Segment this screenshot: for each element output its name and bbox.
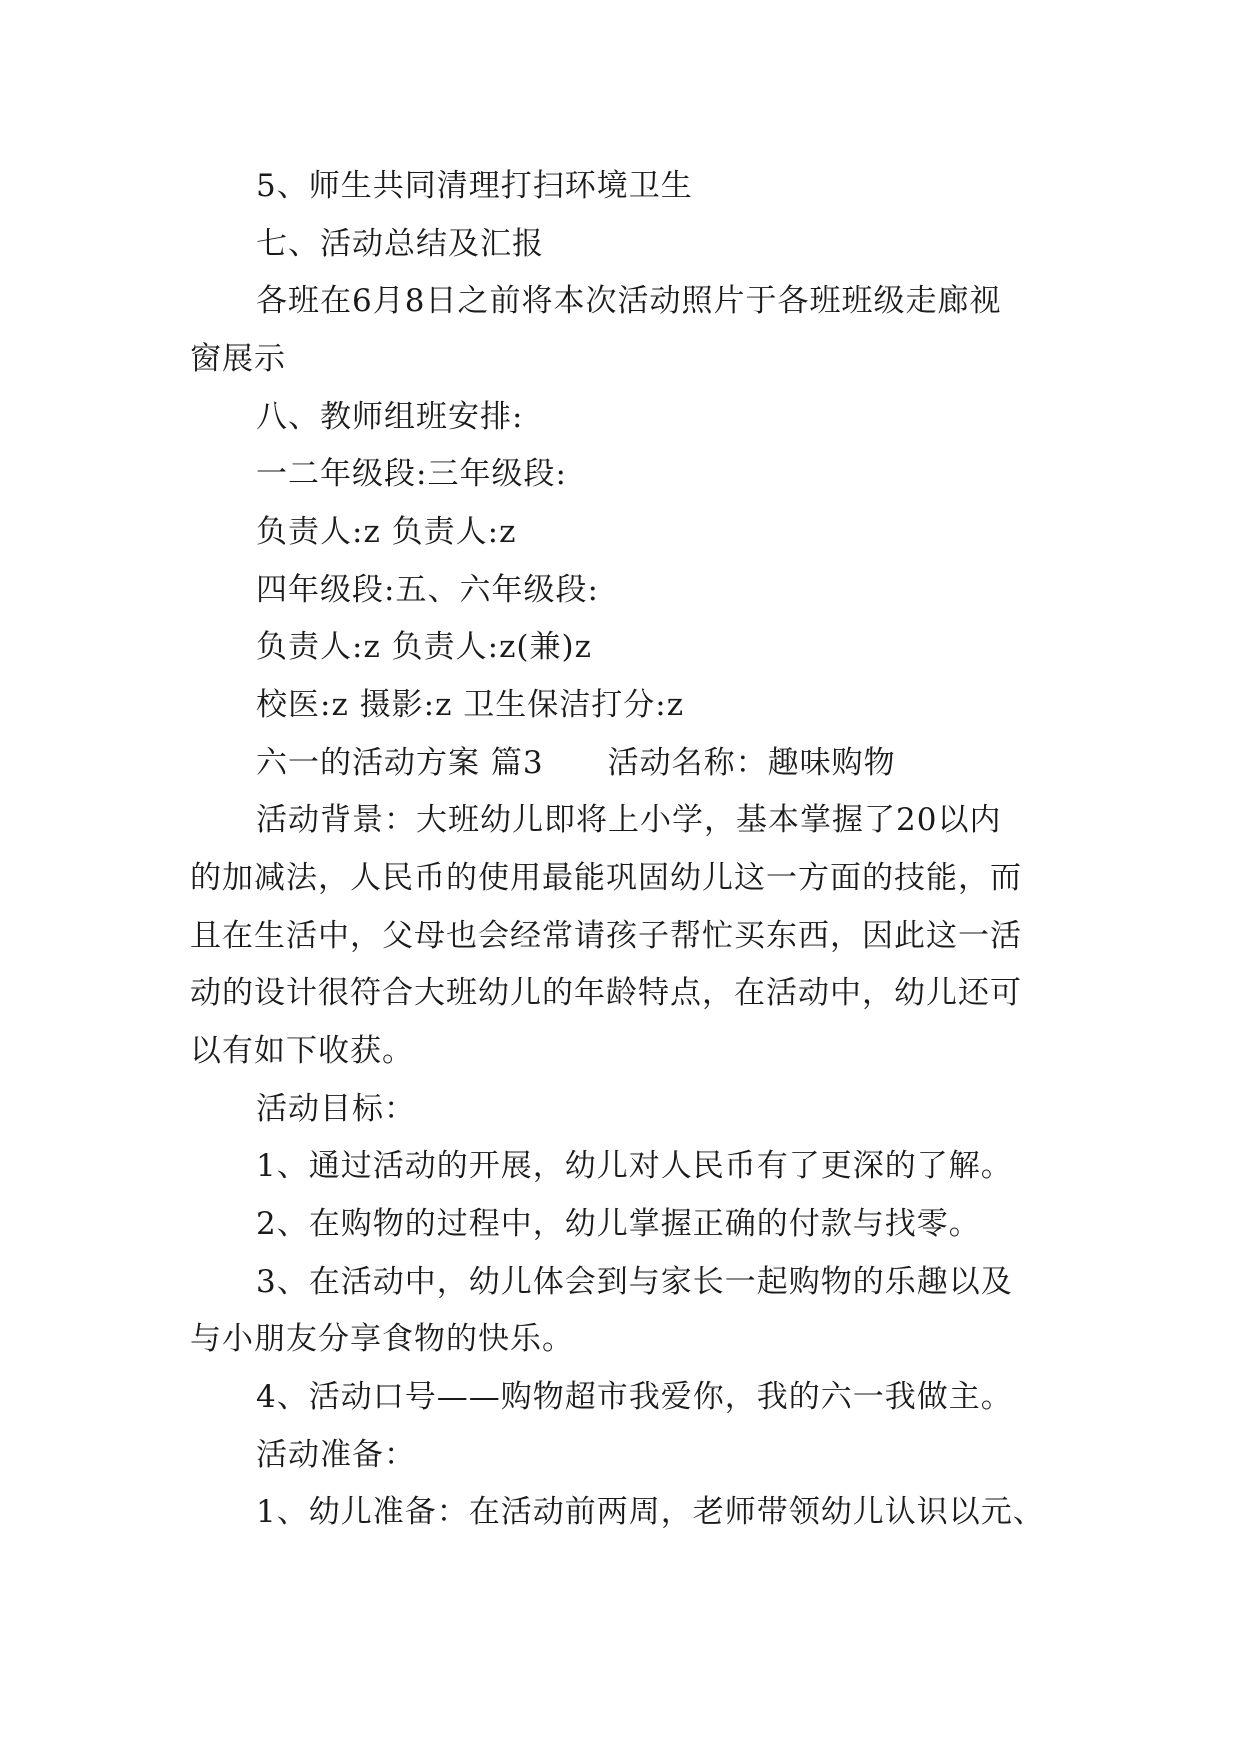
paragraph-line: 以有如下收获。: [190, 1033, 414, 1069]
paragraph-line: 的加减法，人民币的使用最能巩固幼儿这一方面的技能，而: [190, 860, 1022, 896]
goal-item: 4、活动口号——购物超市我爱你，我的六一我做主。: [256, 1379, 1013, 1415]
goal-item: 3、在活动中，幼儿体会到与家长一起购物的乐趣以及: [256, 1264, 1013, 1300]
paragraph-line: 活动背景：大班幼儿即将上小学，基本掌握了20以内: [256, 802, 1002, 838]
paragraph-line: 窗展示: [190, 341, 286, 377]
paragraph-line: 动的设计很符合大班幼儿的年龄特点，在活动中，幼儿还可: [190, 975, 1022, 1011]
goals-heading: 活动目标：: [256, 1091, 416, 1127]
paragraph-line: 与小朋友分享食物的快乐。: [190, 1321, 574, 1357]
plan-3-title: 六一的活动方案 篇3 活动名称：趣味购物: [256, 745, 896, 781]
preparation-heading: 活动准备：: [256, 1437, 416, 1473]
goal-item: 2、在购物的过程中，幼儿掌握正确的付款与找零。: [256, 1206, 981, 1242]
preparation-item: 1、幼儿准备：在活动前两周，老师带领幼儿认识以元、: [256, 1494, 1045, 1530]
paragraph-line: 负责人:z 负责人:z(兼)z: [256, 629, 592, 665]
paragraph-line: 且在生活中，父母也会经常请孩子帮忙买东西，因此这一活: [190, 918, 1022, 954]
paragraph-line: 四年级段:五、六年级段:: [256, 572, 599, 608]
section-8-heading: 八、教师组班安排:: [256, 399, 524, 435]
paragraph-line: 负责人:z 负责人:z: [256, 514, 517, 550]
section-7-heading: 七、活动总结及汇报: [256, 226, 544, 262]
paragraph-line: 各班在6月8日之前将本次活动照片于各班班级走廊视: [256, 283, 1002, 319]
step-5-cleanup: 5、师生共同清理打扫环境卫生: [256, 168, 693, 204]
paragraph-line: 一二年级段:三年级段:: [256, 456, 567, 492]
goal-item: 1、通过活动的开展，幼儿对人民币有了更深的了解。: [256, 1148, 1013, 1184]
paragraph-line: 校医:z 摄影:z 卫生保洁打分:z: [256, 687, 685, 723]
